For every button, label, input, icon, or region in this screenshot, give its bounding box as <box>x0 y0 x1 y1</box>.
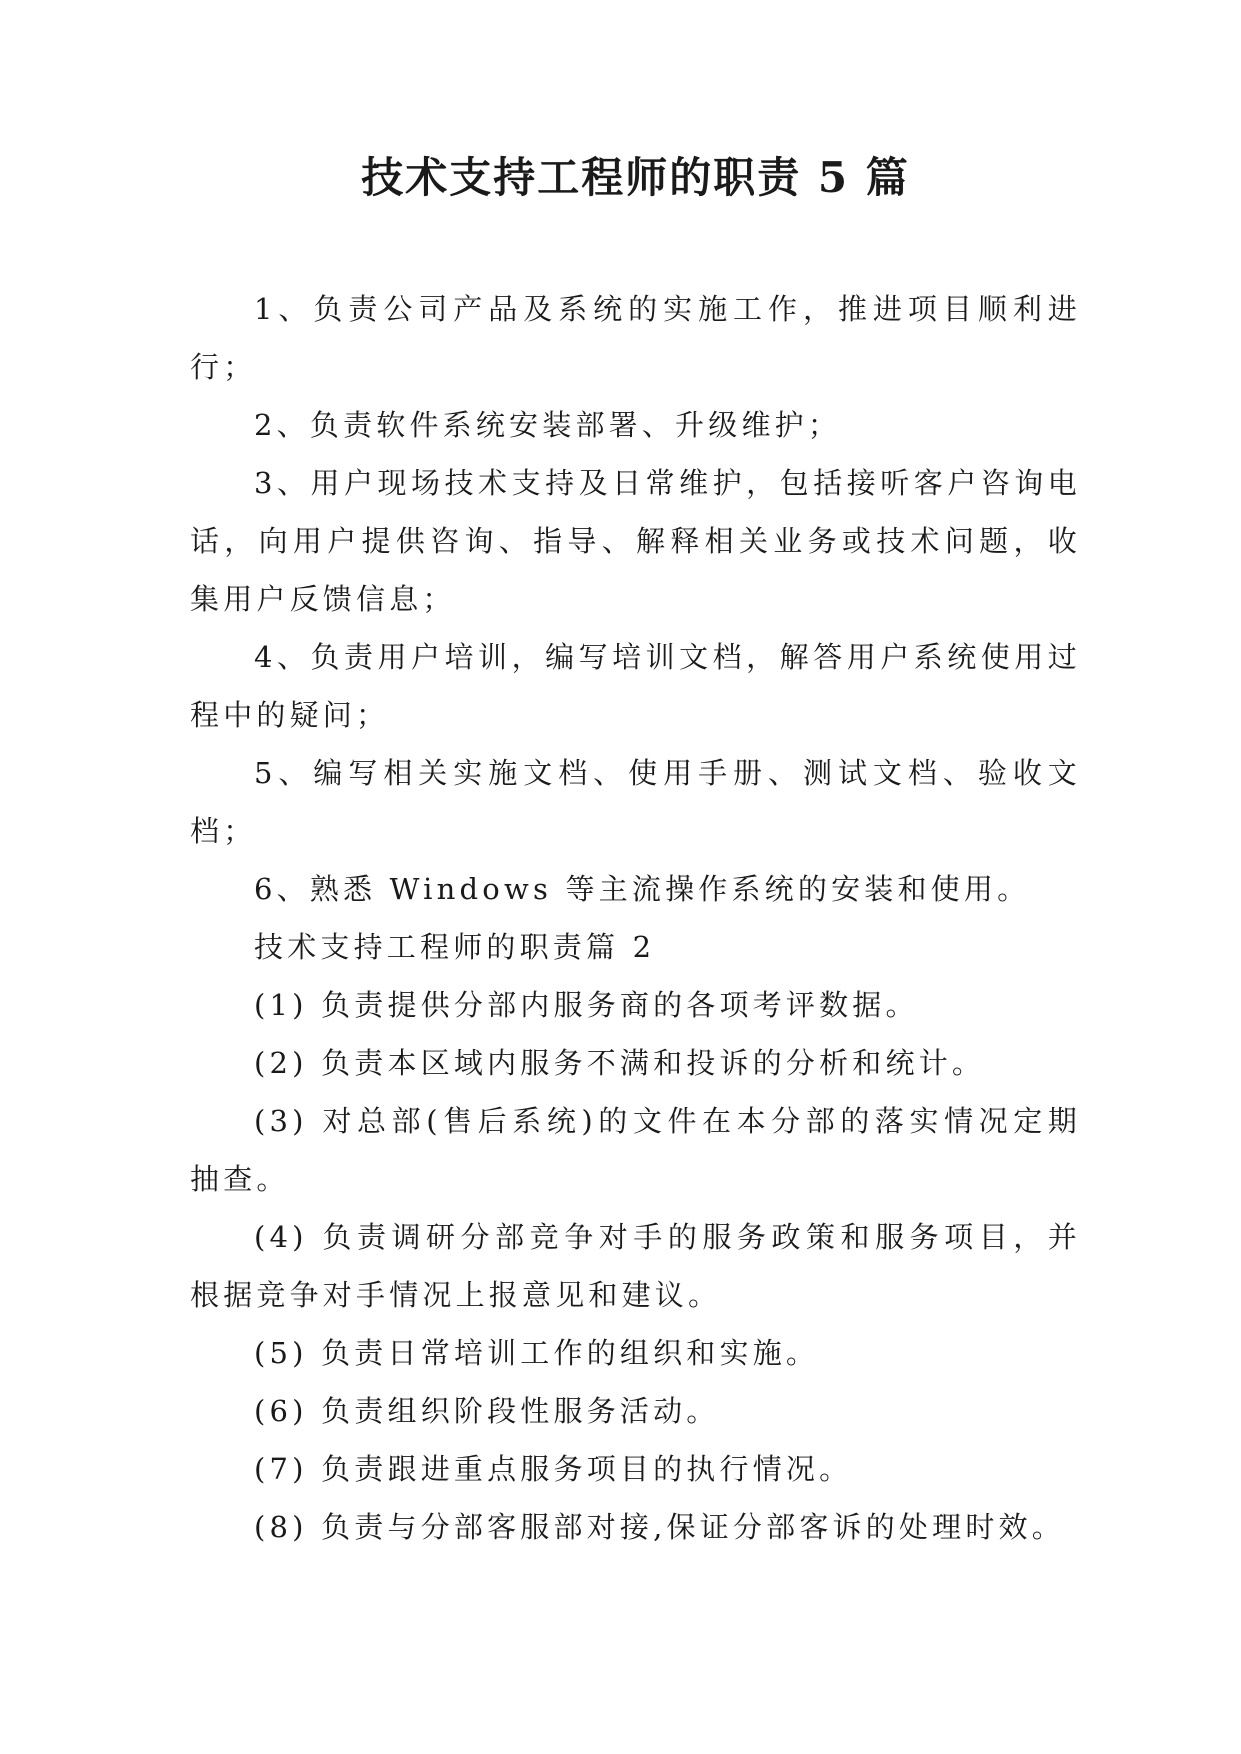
document-body <box>190 280 1081 1556</box>
paragraph-item-8: (8) 负责与分部客服部对接,保证分部客诉的处理时效。 <box>254 1510 1065 1544</box>
paragraph-item-1: (1) 负责提供分部内服务商的各项考评数据。 <box>254 988 919 1022</box>
paragraph-3: 3、用户现场技术支持及日常维护，包括接听客户咨询电话，向用户提供咨询、指导、解释相关业务或技术问题，收集用户反馈信息； <box>190 466 1081 616</box>
paragraph-4: 4、负责用户培训，编写培训文档，解答用户系统使用过程中的疑问； <box>190 640 1081 732</box>
document-title: 技术支持工程师的职责 5 篇 <box>361 153 910 202</box>
paragraph-item-3: (3) 对总部(售后系统)的文件在本分部的落实情况定期抽查。 <box>190 1104 1081 1196</box>
paragraph-6: 6、熟悉 Windows 等主流操作系统的安装和使用。 <box>254 872 1031 906</box>
paragraph-item-6: (6) 负责组织阶段性服务活动。 <box>254 1394 720 1428</box>
paragraph-1: 1、负责公司产品及系统的实施工作，推进项目顺利进行； <box>190 292 1081 384</box>
paragraph-item-7: (7) 负责跟进重点服务项目的执行情况。 <box>254 1452 853 1486</box>
section-heading-2: 技术支持工程师的职责篇 2 <box>254 930 656 964</box>
paragraph-item-4: (4) 负责调研分部竞争对手的服务政策和服务项目，并根据竞争对手情况上报意见和建议。 <box>190 1220 1081 1312</box>
paragraph-2: 2、负责软件系统安装部署、升级维护； <box>254 408 842 442</box>
paragraph-5: 5、编写相关实施文档、使用手册、测试文档、验收文档； <box>190 756 1081 848</box>
paragraph-item-2: (2) 负责本区域内服务不满和投诉的分析和统计。 <box>254 1046 986 1080</box>
paragraph-item-5: (5) 负责日常培训工作的组织和实施。 <box>254 1336 820 1370</box>
